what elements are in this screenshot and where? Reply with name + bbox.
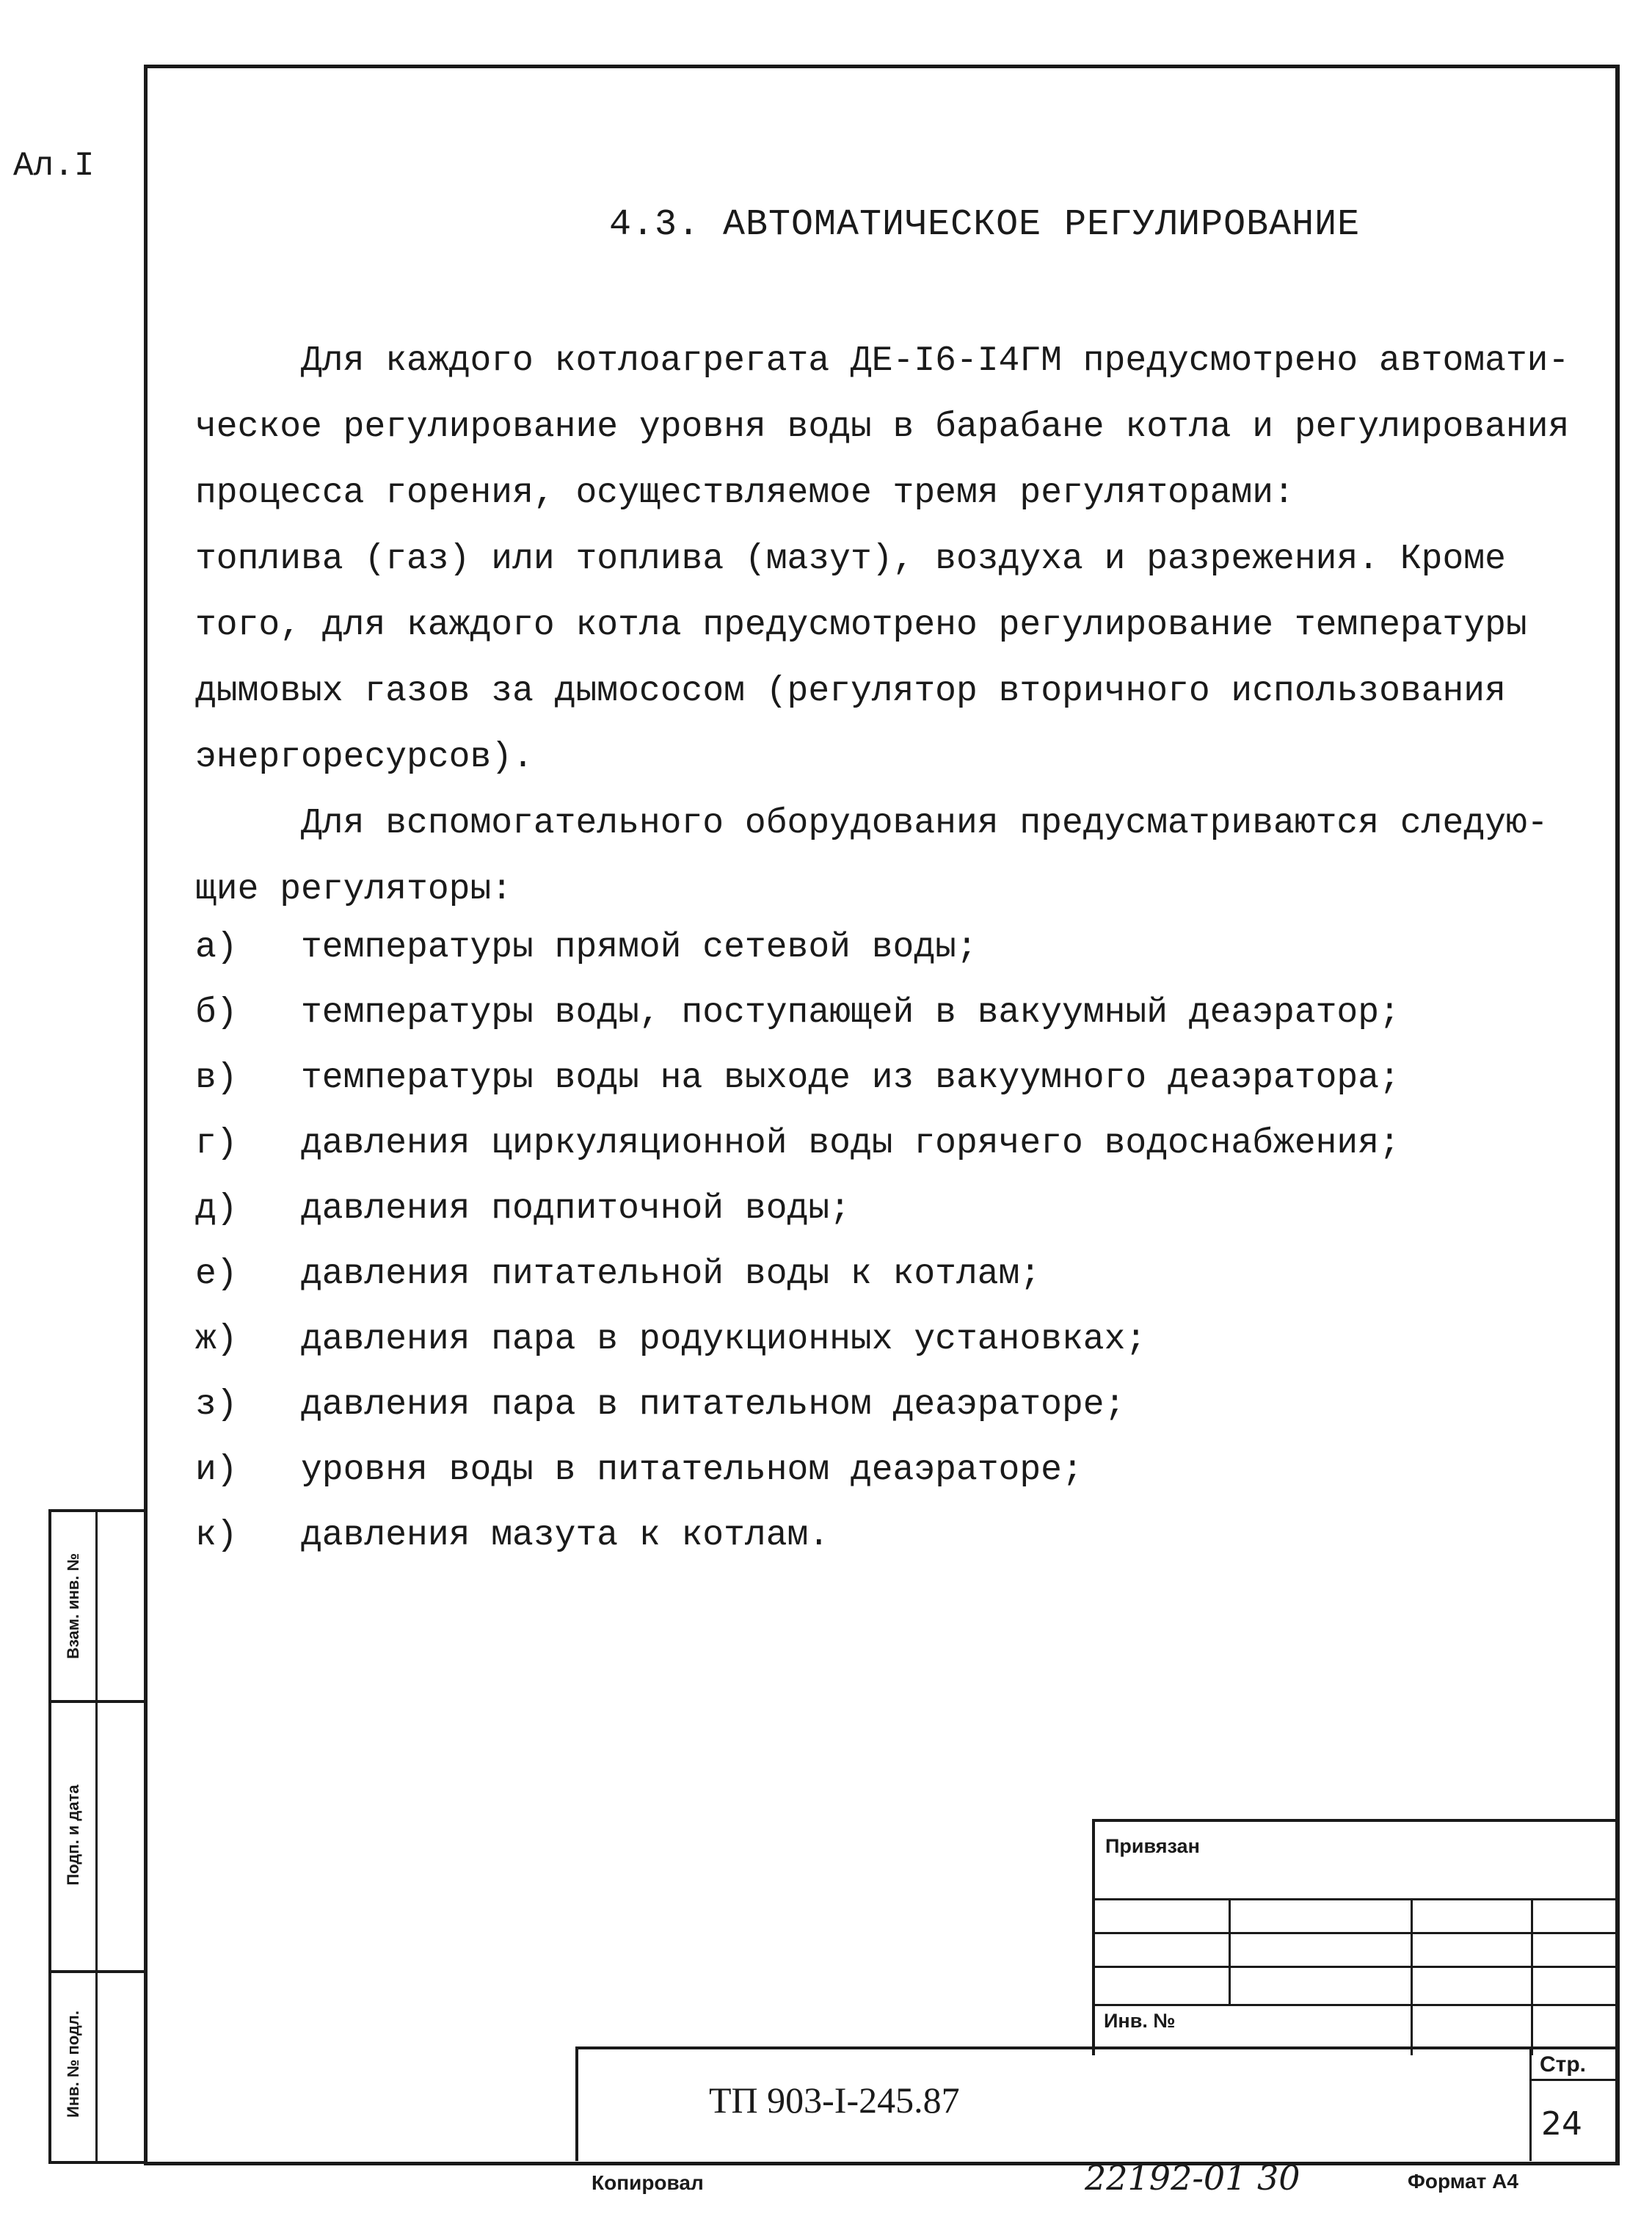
footer-archive-number: 22192-01 30 (1085, 2158, 1300, 2198)
list-text: температуры прямой сетевой воды; (301, 928, 978, 967)
list-text: давления подпиточной воды; (301, 1189, 851, 1229)
list-item (195, 1242, 1400, 1307)
side-stamp-divider (51, 1970, 144, 1973)
list-text: температуры воды на выходе из вакуумного деаэратора; (301, 1058, 1400, 1098)
section-heading: 4.3. АВТОМАТИЧЕСКОЕ РЕГУЛИРОВАНИЕ (609, 204, 1361, 246)
grid-line (1529, 2079, 1616, 2081)
footer-kopiroval: Копировал (592, 2171, 704, 2194)
text-line: энергоресурсов). (195, 738, 534, 777)
list-item (195, 1111, 1400, 1177)
side-label-podp-data: Подп. и дата (64, 1784, 82, 1886)
title-block-binding (1092, 1819, 1616, 2055)
label-page: Стр. (1540, 2052, 1587, 2077)
grid-line (1529, 2049, 1532, 2161)
text-line: того, для каждого котла предусмотрено регулирование температуры (195, 606, 1527, 645)
grid-line (1095, 1966, 1616, 1968)
list-marker: д) (195, 1189, 238, 1229)
sheet-marker: Ал.I (13, 147, 95, 185)
list-text: давления питательной воды к котлам; (301, 1254, 1041, 1294)
text-line: топлива (газ) или топлива (мазут), воздуха и разрежения. Кроме (195, 540, 1506, 579)
list-marker: з) (195, 1385, 238, 1425)
list-text: давления циркуляционной воды горячего водоснабжения; (301, 1124, 1400, 1163)
paragraph-boiler-regulation (195, 328, 1575, 791)
grid-line (1411, 1898, 1413, 2055)
list-text: уровня воды в питательном деаэраторе; (301, 1450, 1083, 1490)
text-line: щие регуляторы: (195, 870, 513, 909)
list-marker: в) (195, 1058, 238, 1098)
list-marker: а) (195, 928, 238, 967)
list-marker: е) (195, 1254, 238, 1294)
list-item (195, 1438, 1400, 1503)
text-line: дымовых газов за дымососом (регулятор вторичного использования (195, 672, 1506, 711)
grid-line (1531, 1898, 1533, 2055)
list-text: давления пара в питательном деаэраторе; (301, 1385, 1126, 1425)
document-code: ТП 903-I-245.87 (709, 2080, 960, 2121)
text-line: ческое регулирование уровня воды в барабане котла и регулирования (195, 407, 1570, 447)
list-marker: г) (195, 1124, 238, 1163)
list-text: давления пара в родукционных установках; (301, 1320, 1147, 1359)
label-privyazan: Привязан (1105, 1835, 1200, 1857)
grid-line (1229, 1898, 1231, 2004)
text-line: процесса горения, осуществляемое тремя регуляторами: (195, 473, 1295, 513)
list-marker: б) (195, 993, 238, 1033)
side-stamp-divider (51, 1700, 144, 1703)
grid-line (1095, 1898, 1616, 1900)
page-number: 24 (1541, 2105, 1582, 2143)
side-stamp (48, 1509, 144, 2164)
text-line: Для каждого котлоагрегата ДЕ-I6-I4ГМ предусмотрено автомати- (301, 341, 1570, 381)
text-line: Для вспомогательного оборудования предусматриваются следую- (301, 804, 1549, 843)
list-item (195, 1046, 1400, 1111)
paragraph-auxiliary-equipment (195, 791, 1575, 923)
side-label-vzam-inv: Взам. инв. № (64, 1552, 82, 1660)
label-inv-no: Инв. № (1104, 2010, 1176, 2032)
list-text: температуры воды, поступающей в вакуумный деаэратор; (301, 993, 1400, 1033)
list-text: давления мазута к котлам. (301, 1516, 830, 1555)
list-item (195, 1177, 1400, 1242)
list-item (195, 915, 1400, 981)
side-label-inv-podl: Инв. № подл. (64, 2011, 82, 2118)
grid-line (1095, 1932, 1616, 1934)
regulators-list (195, 915, 1400, 1569)
list-marker: и) (195, 1450, 238, 1490)
list-item (195, 1307, 1400, 1373)
list-item (195, 1503, 1400, 1569)
list-item (195, 981, 1400, 1046)
list-marker: к) (195, 1516, 238, 1555)
footer-format: Формат А4 (1408, 2170, 1518, 2193)
list-marker: ж) (195, 1320, 238, 1359)
grid-line (1095, 2004, 1616, 2006)
list-item (195, 1373, 1400, 1438)
